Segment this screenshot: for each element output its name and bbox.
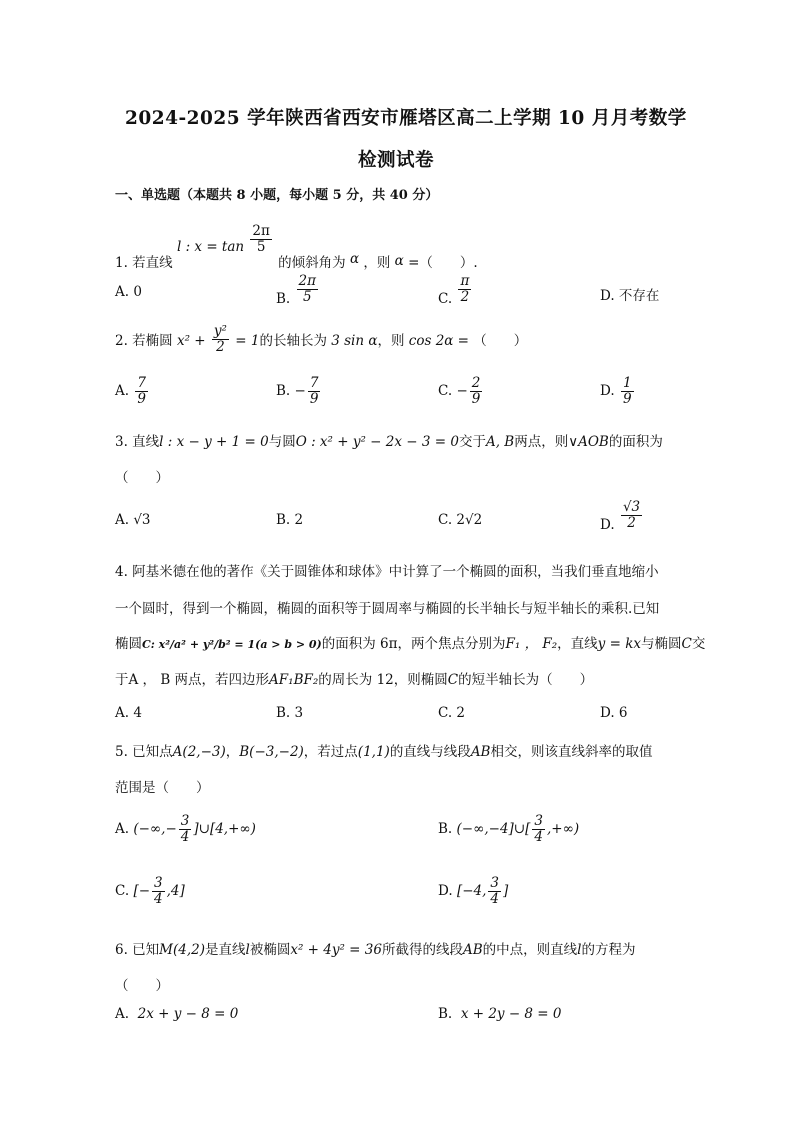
q4-option-a[interactable]: A. 4	[115, 705, 142, 721]
q1-option-b[interactable]: B. $\frac{2\pi}{5}$	[276, 273, 316, 307]
question-2: 2. 若椭圆 x² + $\frac{\text{y²}}{2}$ = 1的长轴长为 3 sin α，则 cos 2α = （ ）	[115, 323, 528, 355]
q2-option-b[interactable]: B. − $\frac{7}{9}$	[276, 375, 319, 407]
q1-fraction: $\frac{2\pi}{5}$	[252, 223, 270, 255]
q3-option-a[interactable]: A. √3	[115, 512, 151, 528]
q4-option-b[interactable]: B. 3	[276, 705, 304, 721]
q5-line2: 范围是（ ）	[115, 780, 210, 796]
q5-line1: 5. 已知点A(2,−3)，B(−3,−2)，若过点(1,1)的直线与线段AB相交，则该直线斜率的取值	[115, 744, 653, 760]
question-3: 3. 直线l : x − y + 1 = 0与圆O : x² + y² − 2x − 3 = 0交于A, B两点，则∨AOB的面积为	[115, 434, 663, 450]
q3-option-c[interactable]: C. 2√2	[438, 512, 483, 528]
question-1: 1. 若直线 l : x = tan $\frac{2\pi}{5}$ 的倾斜角为 α ，则 α =（ ）.	[115, 223, 478, 271]
title-line2: 检测试卷	[358, 150, 435, 171]
q5-option-a[interactable]: A. (−∞,− $\frac{3}{4}$ ]∪[4,+∞)	[115, 813, 256, 845]
q1-option-a[interactable]: A. 0	[115, 284, 142, 300]
title-line1: 2024-2025 学年陕西省西安市雁塔区高二上学期 10 月月考数学	[125, 108, 687, 129]
q4-option-d[interactable]: D. 6	[600, 705, 628, 721]
q2-option-d[interactable]: D. $\frac{1}{9}$	[600, 375, 632, 407]
q3-paren: （ ）	[115, 470, 169, 486]
q2-option-c[interactable]: C. − $\frac{2}{9}$	[438, 375, 481, 407]
q3-option-d[interactable]: D. $\frac{√3}{2}$	[600, 499, 641, 533]
q6-option-b[interactable]: B. x + 2y − 8 = 0	[438, 1006, 562, 1022]
q4-option-c[interactable]: C. 2	[438, 705, 466, 721]
section-heading: 一、单选题（本题共 8 小题，每小题 5 分，共 40 分）	[115, 188, 439, 203]
q1-line-expr: l : x = tan	[176, 238, 245, 255]
q4-line3: 椭圆C: x²/a² + y²/b² = 1(a > b > 0)的面积为 6π，两个焦点分别为F₁ ， F₂，直线y = kx与椭圆C交	[115, 636, 706, 652]
q4-line2: 一个圆时，得到一个椭圆，椭圆的面积等于圆周率与椭圆的长半轴长与短半轴长的乘积.已知	[115, 601, 660, 617]
q3-option-b[interactable]: B. 2	[276, 512, 304, 528]
q2-option-a[interactable]: A. $\frac{7}{9}$	[115, 375, 146, 407]
q6-line1: 6. 已知M(4,2)是直线l被椭圆x² + 4y² = 36所截得的线段AB的中点，则直线l的方程为	[115, 942, 636, 958]
q1-option-d[interactable]: D. 不存在	[600, 288, 660, 304]
q6-option-a[interactable]: A. 2x + y − 8 = 0	[115, 1006, 239, 1022]
q5-option-b[interactable]: B. (−∞,−4]∪[ $\frac{3}{4}$ ,+∞)	[438, 813, 580, 845]
q5-option-d[interactable]: D. [−4, $\frac{3}{4}$ ]	[438, 875, 509, 907]
q1-option-c[interactable]: C. $\frac{\pi}{2}$	[438, 273, 470, 307]
q4-line1: 4. 阿基米德在他的著作《关于圆锥体和球体》中计算了一个椭圆的面积，当我们垂直地缩小	[115, 564, 659, 580]
q5-option-c[interactable]: C. [− $\frac{3}{4}$ ,4]	[115, 875, 185, 907]
q4-line4: 于A ， B 两点，若四边形AF₁BF₂的周长为 12，则椭圆C的短半轴长为（ ）	[115, 672, 594, 688]
q6-paren: （ ）	[115, 978, 169, 994]
